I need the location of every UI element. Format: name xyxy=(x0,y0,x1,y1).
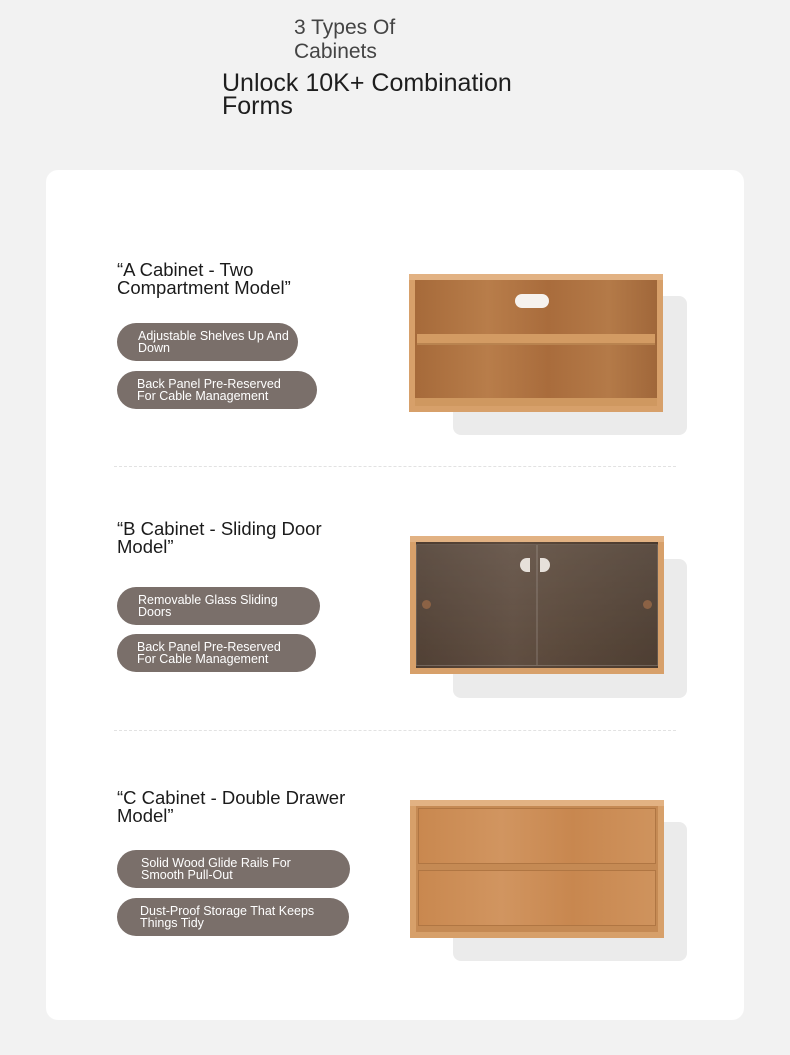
cabinet-c-feature-2 xyxy=(117,898,349,936)
cabinet-b-feature-1 xyxy=(117,587,320,625)
feature-label: Back Panel Pre-Reserved For Cable Management xyxy=(137,639,281,666)
double-drawer-cabinet-image xyxy=(410,800,664,938)
feature-label: Adjustable Shelves Up And Down xyxy=(138,328,289,355)
open-shelf-cabinet-image xyxy=(409,274,663,412)
feature-label: Solid Wood Glide Rails For Smooth Pull-Out xyxy=(141,855,291,882)
cabinet-b-section xyxy=(46,510,744,740)
cabinet-b-title: “B Cabinet - Sliding Door Model” xyxy=(117,518,322,557)
section-title: Unlock 10K+ Combination Forms xyxy=(222,69,512,120)
cabinet-a-title: “A Cabinet - Two Compartment Model” xyxy=(117,259,291,298)
cabinet-c-feature-1 xyxy=(117,850,350,888)
sliding-glass-door-cabinet-image xyxy=(410,536,664,674)
cabinet-c-section xyxy=(46,780,744,1010)
cabinet-a-feature-2 xyxy=(117,371,317,409)
section-divider xyxy=(114,730,676,731)
cabinet-a-feature-1 xyxy=(117,323,298,361)
cabinet-a-section xyxy=(46,250,744,480)
section-subtitle: 3 Types Of Cabinets xyxy=(294,16,396,63)
cabinet-c-title: “C Cabinet - Double Drawer Model” xyxy=(117,787,346,826)
section-divider xyxy=(114,466,676,467)
cabinet-types-card xyxy=(46,170,744,1020)
cabinet-b-feature-2 xyxy=(117,634,316,672)
feature-label: Back Panel Pre-Reserved For Cable Management xyxy=(137,376,281,403)
feature-label: Removable Glass Sliding Doors xyxy=(138,592,278,619)
feature-label: Dust-Proof Storage That Keeps Things Tidy xyxy=(140,903,315,930)
